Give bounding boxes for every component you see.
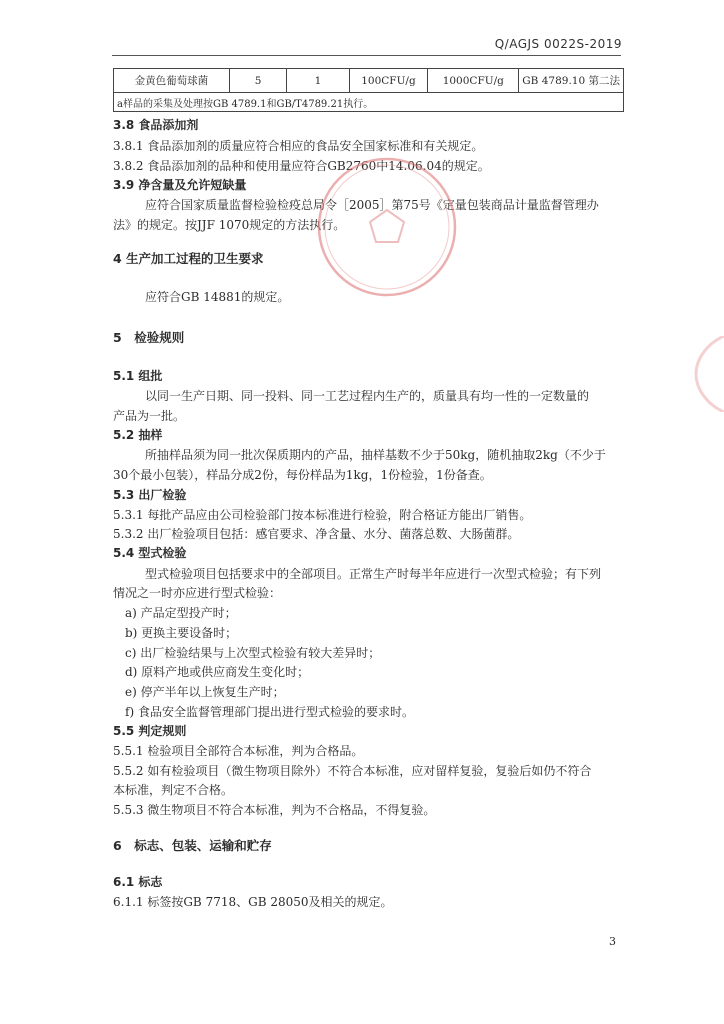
standard-code: Q/AGJS 0022S-2019 [494, 37, 622, 51]
para-3-9-line1: 应符合国家质量监督检验检疫总局令［2005］第75号《定量包装商品计量监督管理办 [145, 198, 599, 212]
heading-3-8: 3.8 食品添加剂 [113, 118, 199, 132]
table-cell: 5 [229, 69, 287, 93]
table-cell: 1 [287, 69, 349, 93]
para-5-3-2: 5.3.2 出厂检验项目包括：感官要求、净含量、水分、菌落总数、大肠菌群。 [113, 527, 520, 541]
para-3-8-2: 3.8.2 食品添加剂的品种和使用量应符合GB2760中14.06.04的规定。 [113, 159, 490, 173]
table-note: a样品的采集及处理按GB 4789.1和GB/T4789.21执行。 [114, 93, 624, 112]
heading-6-1: 6.1 标志 [113, 875, 163, 889]
para-5-5-2-line2: 本标准，判定不合格。 [113, 783, 234, 797]
para-5-2-line2: 30个最小包装），样品分成2份，每份样品为1kg，1份检验，1份备查。 [113, 468, 492, 482]
para-5-1-line1: 以同一生产日期、同一投料、同一工艺过程内生产的，质量具有均一性的一定数量的 [145, 389, 590, 403]
heading-5-2: 5.2 抽样 [113, 428, 163, 442]
para-5-1-line2: 产品为一批。 [113, 409, 186, 423]
table-row [114, 69, 624, 93]
heading-3-9: 3.9 净含量及允许短缺量 [113, 178, 247, 192]
heading-5-5: 5.5 判定规则 [113, 724, 187, 738]
table-cell: 1000CFU/g [428, 69, 519, 93]
para-5-5-1: 5.5.1 检验项目全部符合本标准，判为合格品。 [113, 744, 364, 758]
section-5-title: 5 检验规则 [113, 330, 185, 345]
para-5-2-line1: 所抽样品须为同一批次保质期内的产品，抽样基数不少于50kg，随机抽取2kg（不少于 [145, 448, 606, 462]
para-5-3-1: 5.3.1 每批产品应由公司检验部门按本标准进行检验，附合格证方能出厂销售。 [113, 508, 532, 522]
list-item-f: f) 食品安全监督管理部门提出进行型式检验的要求时。 [125, 705, 414, 719]
list-item-c: c) 出厂检验结果与上次型式检验有较大差异时； [125, 646, 381, 660]
para-6-1-1: 6.1.1 标签按GB 7718、GB 28050及相关的规定。 [113, 895, 393, 909]
para-5-5-3: 5.5.3 微生物项目不符合本标准，判为不合格品，不得复验。 [113, 803, 436, 817]
header-rule [112, 55, 621, 56]
heading-5-4: 5.4 型式检验 [113, 546, 187, 560]
list-item-b: b) 更换主要设备时； [125, 626, 238, 640]
para-3-9-line2: 法》的规定。按JJF 1070规定的方法执行。 [113, 218, 346, 232]
para-5-4-line2: 情况之一时亦应进行型式检验： [113, 586, 282, 600]
section-4-title: 4 生产加工过程的卫生要求 [113, 251, 264, 266]
table-cell: 100CFU/g [349, 69, 428, 93]
list-item-a: a) 产品定型投产时； [125, 606, 237, 620]
list-item-d: d) 原料产地或供应商发生变化时； [125, 665, 310, 679]
page-number: 3 [609, 935, 616, 948]
section-6-title: 6 标志、包装、运输和贮存 [113, 838, 272, 853]
table-row [114, 93, 624, 112]
heading-5-1: 5.1 组批 [113, 369, 163, 383]
para-5-5-2-line1: 5.5.2 如有检验项目（微生物项目除外）不符合本标准，应对留样复验，复验后如仍不符合 [113, 764, 592, 778]
list-item-e: e) 停产半年以上恢复生产时； [125, 685, 285, 699]
cross-page-seal-fragment [692, 336, 724, 412]
para-3-8-1: 3.8.1 食品添加剂的质量应符合相应的食品安全国家标准和有关规定。 [113, 139, 484, 153]
table-cell: 金黄色葡萄球菌 [114, 69, 230, 93]
heading-5-3: 5.3 出厂检验 [113, 488, 187, 502]
table-cell: GB 4789.10 第二法 [519, 69, 624, 93]
company-seal-stamp [312, 152, 462, 302]
microbe-table [113, 68, 624, 112]
para-5-4-line1: 型式检验项目包括要求中的全部项目。正常生产时每半年应进行一次型式检验；有下列 [145, 567, 602, 581]
para-4: 应符合GB 14881的规定。 [145, 290, 290, 304]
